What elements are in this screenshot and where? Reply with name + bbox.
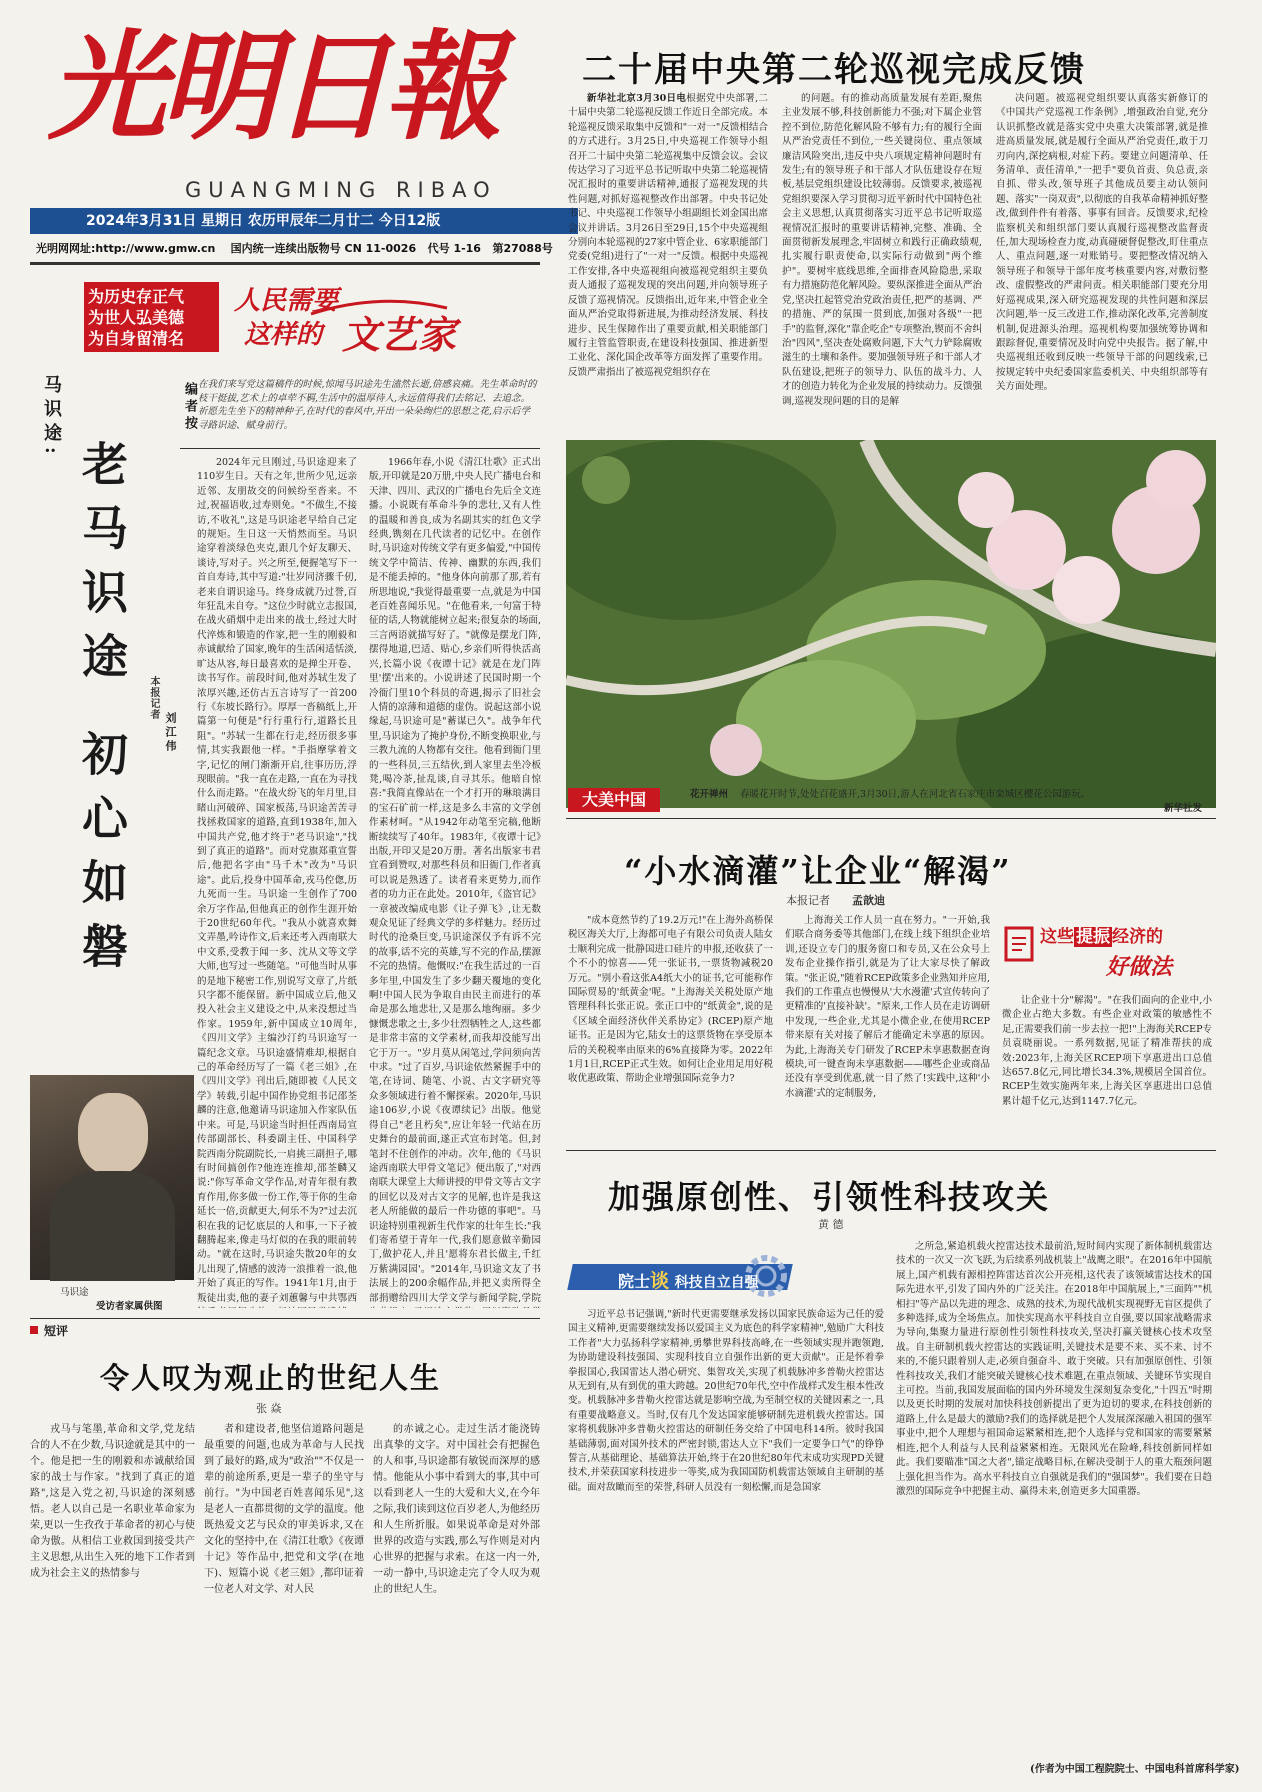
feature-photo-art xyxy=(566,440,1216,808)
tech-byline: 黄 德 xyxy=(818,1218,844,1231)
commentary-section: 短评 xyxy=(44,1324,69,1338)
culture-banner xyxy=(84,278,504,356)
date-band: 2024年3月31日 星期日 农历甲辰年二月廿二 今日12版 xyxy=(30,208,578,234)
top-story-col2: 的问题。有的推动高质量发展有差距,聚焦主业发展不够,科技创新能力不强;对下属企业管控不到位,防范化解风险不够有力;有的履行全面从严治党责任不到位,一些关键岗位、重点领域廉洁风险突出,违反中央八项规定精神问题时有发生;有的领导班子和干部人才队伍建设存在短板,基层党组织建设比较薄弱。反馈要求,被巡视党组织要深入学习贯彻习近平新时代中国特色社会主义思想,认真贯彻落实习近平总书记听取巡视情况汇报时的重要讲话精神,完整、准确、全面贯彻新发展理念,牢固树立和践行正确政绩观,扎实履行职责使命,以实际行动做到"两个维护"。要树牢底线思维,全面排查风险隐患,采取有力措施防范化解风险。要纵深推进全面从严治党,坚决扛起管党治党政治责任,把严的基调、严的措施、严的氛围一贯到底,加强对各级"一把手"的监督,深化"靠企吃企"专项整治,锲而不舍纠治"四风",坚决查处腐败问题,下大气力铲除腐败滋生的土壤和条件。要加强领导班子和干部人才队伍建设,把班子的领导力、队伍的战斗力、人才的创造力转化为企业发展的持续动力。反馈强调,巡视发现问题的目的是解 xyxy=(782,93,982,407)
stamp-drop-icon xyxy=(1002,924,1036,964)
water-byline-name: 孟歆迪 xyxy=(852,894,885,907)
editor-note-rule xyxy=(180,448,540,449)
tech-signoff: (作者为中国工程院院士、中国电科首席科学家) xyxy=(1030,1764,1240,1775)
issue-number: 第27088号 xyxy=(492,242,553,255)
banner-text: 院士谈 科技自立自强 xyxy=(618,1270,759,1292)
tech-title: 加强原创性、引领性科技攻关 xyxy=(608,1178,1051,1216)
banner-swoosh-icon xyxy=(309,298,449,318)
stamp-line3: 好做法 xyxy=(1106,955,1173,980)
feature-photo[interactable] xyxy=(566,440,1216,808)
lead-col2: 1966年春,小说《清江壮歌》正式出版,开印就是20万册,中央人民广播电台和天津、四川、武汉的广播电台先后全文连播。小说既有革命斗争的悲壮,又有人性的温暖和善良,成为名副其实的红色文学经典,镌刻在几代读者的记忆中。在创作时,马识途对传统文学有更多偏爱,"中国传统文学中简洁、传神、幽默的东西,我们是不能丢掉的。"他身体向前那了那,若有所思地说,"我觉得最重要一点,就是为中国老百姓喜闻乐见。"在他看来,一句富于特征的话,人物就能树立起来;很复杂的场面,三言两语就描写好了。"就像是摆龙门阵,摆得地道,巴适、贴心,乡亲们听得快活高兴,长篇小说《夜谭十记》就是在龙门阵里'摆'出来的。小说讲述了民国时期一个冷衙门里10个科员的奇遇,揭示了旧社会人情的凉薄和道德的虚伪。说起这部小说缘起,马识途可是"蓄谋已久"。战争年代里,马识途为了掩护身份,不断变换职业,与三教九流的人物都有交往。他看到衙门里的一些科员,三五结伙,到人家里去坐冷板凳,喝冷茶,扯乱谈,自寻其乐。他暗自惊喜:"我简直像站在一个才打开的琳琅满目的宝石矿前一样,这是多么丰富的文学创作素材呵。"从1942年动笔至完稿,他断断续续写了40年。1983年,《夜谭十记》出版,开印又是20万册。著名出版家韦君宜看到赞叹,对那些科员和旧衙门,作者真可以说是熟透了。读者看来更势力,而作者的功力正在此处。2010年,《盗官记》一章被改编成电影《让子弹飞》,让无数观众见证了经典文学的多样魅力。经历过时代的沧桑巨变,马识途深仅予有诉不完的故事,话不完的英雄,写不完的作品,摆源不完的热情。他慨叹:"在我生活过的一百多年里,中国发生了多少翻天覆地的变化啊!中国人民为争取自由民主而进行的革命是那么地悲壮,又是那么地绚丽。多少慷慨悲歌之士,多少壮烈牺牲之人,这些都是非常丰富的文学素材,而我却没能写出它于万一。"岁月莫从闲笔过,学问须向苦中求。"过了百岁,马识途依然紧握手中的笔,在诗词、随笔、小说、古文字研究等众多领域进行着不懈探索。2020年,马识途106岁,小说《夜谭续记》出版。他觉得自己"老且朽矣",应让年轻一代站在历史舞台的最前面,遂正式宣布封笔。但,封笔封不住创作的冲动。次年,他的《马识途西南联大甲骨文笔记》便出版了,"对西南联大课堂上大师讲授的甲骨文等古文字的回忆以及对古文字的见解,也许是我这老人所能做的最后一件功德的事吧"。马识途特别重视新生代作家的壮年生长:"我们寄希望于青年一代,我们愿意做辛勤园丁,做护花人,并且'愿将东君长做主,千红万紫满园园'。"2014年,马识途文友了书法展上的200余幅作品,并把义卖所得全部捐赠给四川大学文学与新闻学院,学院 xyxy=(369,457,541,1304)
top-story-dateline: 新华社北京3月30日电 xyxy=(587,93,687,104)
academician-banner xyxy=(570,1248,802,1302)
feature-title: 花开禅州 xyxy=(690,789,729,800)
water-col1: "成本竟然节约了19.2万元!"在上海外高桥保税区海关大厅,上海都可电子有限公司负责人陆女士顺利完成一批静国进口硅片的申报,还收获了一个不小的惊喜——凭一张证书,一票货物减税20万元。"别小看这张A4纸大小的证书,它可能称作国际贸易的'纸黄金'呢。"上海海关关税处原产地管理科科长张正说。张正口中的"纸黄金",说的是《区域全面经济伙伴关系协定》(RCEP)原产地证书。正是因为它,陆女士的这票货物在享受原本后的关税税率由原来的6%直接降为零。2022年1月1日,RCEP正式生效。如何让企业用足用好税收优惠政策、帮助企业增强国际竞争力? xyxy=(568,915,773,1085)
masthead-meta xyxy=(36,240,553,256)
water-byline-role: 本报记者 xyxy=(786,894,830,907)
tech-col2: 之所急,紧追机载火控雷达技术最前沿,短时间内实现了新体制机载雷达技术的一次又一次飞跃,为后续系列战机装上"战鹰之眼"。在2016年中国航展上,国产机载有源相控阵雷达首次公开亮相,这代表了该领域雷达技术的国际先进水平,引发了国内外的广泛关注。在2018年中国航展上,"三面阵""机相扫"等产品以先进的理念、成熟的技术,为现代战机实现视野无盲区提供了多种选择,成为全场焦点。加快实现高水平科技自立自强,要以国家战略需求为导向,集聚力量进行原创性引领性科技攻关,坚决打赢关键核心技术攻坚战。自主研制机载火控雷达的实践证明,关键技术是要不来、买不来、讨不来的,不能只跟着别人走,必须自强奋斗、敢于突破。只有加强原创性、引领性科技攻关,我们才能突破关键核心技术难题,在重点领域、关键环节实现自主可控。当前,我国发展面临的国内外环境发生深刻复杂变化,"十四五"时期以及更长时期的发展对加快科技创新提出了更为迫切的要求,在科技创新的道路上,什么是最大的激励?我们的选择就是把个人发展深深融入祖国的强军事业中,把个人理想与祖国命运紧紧相连,把个人选择与党和国家的需要紧紧相连,把个人利益与人民利益紧紧相连。无限风光在险峰,科技创新同样如此。我们要瞄准"国之大者",锚定战略目标,在解决受制于人的重大瓶颈问题上强化担当作为。高水平科技自立自强就是我们的"强国梦"。我们要在日趋激烈的国际竞争中把握主动、赢得未来,创造更多大国重器。 xyxy=(896,1241,1212,1497)
banner-left-text: 为历史存正气 为世人弘美德 为自身留清名 xyxy=(88,287,185,348)
lead-byline-role: 本报记者 xyxy=(148,676,159,720)
masthead-logo: 光明日報 xyxy=(48,17,497,156)
water-rule xyxy=(566,1150,1216,1151)
lead-byline-name: 刘江伟 xyxy=(164,712,177,754)
feature-caption: 春暖花开时节,处处百花盛开,3月30日,游人在河北省石家庄市栾城区樱花公园游玩。 xyxy=(740,789,1091,800)
masthead-pinyin: GUANGMING RIBAO xyxy=(185,178,497,202)
top-story-col1: 新华社北京3月30日电根据党中央部署,二十届中央第二轮巡视反馈工作近日全部完成。本轮巡视反馈采取集中反馈和"一对一"反馈相结合的方式进行。3月25日,中央巡视工作领导小组召开二十届中央第二轮巡视集中反馈会议。会议传达学习了习近平总书记听取中央第二轮巡视情况汇报时的重要讲话精神,通报了巡视发现的共性问题,对抓好巡视整改作出部署。中央书记处书记、中央巡视工作领导小组副组长刘金国出席会议并讲话。3月26日至29日,15个中央巡视组分别向本轮巡视的27家中管企业、6家职能部门党委(党组)进行了"一对一"反馈。根据中央巡视工作安排,各中央巡视组向被巡视党组织主要负责人通报了巡视发现的突出问题,并向领导班子反馈了巡视情况。反馈指出,近年来,中管企业全面从严治党取得新进展,为推动经济发展、科技进步、民生保障作出了重要贡献,相关职能部门履行主管监管职责,在建设科技强国、推进新型工业化、深化国企改革等方面发挥了重要作用。反馈严肃指出了被巡视党组织存在 xyxy=(568,93,768,378)
water-col3: 让企业十分"解渴"。"在我们面向的企业中,小微企业占绝大多数。有些企业对政策的敏感性不足,正需要我们前一步去拉一把!"上海海关RCEP专员袁晓丽说。一系列数据,见证了精准帮扶的成效:2023年,上海关区RCEP项下享惠进出口总值达657.8亿元,同比增长34.3%,规模居全国首位。RCEP生效实施两年来,上海关区享惠进出口总值累计超千亿元,达到1147.7亿元。 xyxy=(1002,995,1212,1107)
banner-right-line3: 文艺家 xyxy=(342,313,457,357)
portrait-face xyxy=(78,1093,148,1175)
lead-title: 老马识途 初心如磐 xyxy=(75,440,129,987)
tech-col1: 习近平总书记强调,"新时代更需要继承发扬以国家民族命运为己任的爱国主义精神,更需要继续发扬以爱国主义为底色的科学家精神",勉励广大科技工作者"大力弘扬科学家精神,勇攀世界科技高峰,在一些领域实现并跑领跑,为协助建设科技强国、实现科技自立自强作出新的更大贡献"。正是怀着拳拳报国心,我国雷达人潜心研究、集智攻关,实现了机载脉冲多普勒火控雷达从无到有,从有到优的重大跨越。20世纪70年代,空中作战样式发生根本性改变。机载脉冲多普勒火控雷达就是影响空战,为至制空权的关键因素之一,具有重要战略意义。当时,仅有几个发达国家能够研制先进机载火控雷达。国家将机载脉冲多普勒火控雷达的研制任务交给了中国电科14所。彼时我国基础薄弱,面对国外技术的严密封锁,雷达人立下"我们一定要争口气"的铮铮誓言,从基础理论、基础算法开始,终于在20世纪80年代末成功实现PD关键技术,并荣获国家科技进步一等奖,成为我国国防机载雷达领域自主研制的基础。面对敌瞰而至的荣誉,科研人员没有一刻松懈,而是急国家 xyxy=(568,1309,884,1493)
masthead-rule xyxy=(30,262,540,265)
economy-stamp xyxy=(1002,920,1210,988)
site-url[interactable]: 光明网网址:http://www.gmw.cn xyxy=(36,242,216,255)
lead-col1: 2024年元旦刚过,马识途迎来了110岁生日。天有之年,世所少见,远亲近邻、友朋故交的问候纷至沓来。不过,祝福语收,过寿则免。"不做生,不接访,不收礼",这是马识途老早给自己定的规矩。生日这一天悄然而至。马识途穿着淡绿色夹克,跟几个好友聊天、谈诗,写对子。兴之所至,便握笔写下一首自寿诗,其中写道:"壮岁同济骤千仞,老来自谓识途马。终身成就乃过誉,百年狂乱未自夸。"这位少时就立志报国,在战火硝烟中走出来的战士,经过大时代淬炼和锻造的作家,把一生的刚毅和赤诚献给了国家,晚年的生活闲适恬淡,旷达从容,每日最喜欢的是掸尘开卷、读书写作。前段时间,他对苏轼生发了浓厚兴趣,还仿古五言诗写了一首200行《东坡长路行》。厚厚一沓稿纸上,开篇第一句便是"行行重行行,道路长且阻"。"苏轼一生都在行走,经历很多事情,其实我跟他一样。"手指摩挲着文字,记忆的闸门渐渐开启,往事历历,浮现眼前。"我一直在走路,一直在为寻找什么而走路。"在战火纷飞的年月里,目睹山河破碎、国家板荡,马识途苦苦寻找拯救国家的道路,直到1938年,加入中国共产党,他才终于"老马识途","找到了真正的道路"。而对党旗郑重宣誓后,他把名字由"马千木"改为"马识途"。此后,投身中国革命,戎马倥偬,历九死而一生。马识途一生创作了700余万字作品,但他真正的创作生涯开始于20世纪60年代。"我从小就喜欢舞文弄墨,吟诗作文,后来还考入西南联大中文系,受教于闻一多、沈从文等文学大师,也写过一些随笔。"可他当时从事的是地下秘密工作,别说写文章了,片纸只字都不能保留。新中国成立后,他又投入社会主义建设之中,从来没想过当作家。1959年,新中国成立10周年,《四川文学》主编沙汀约马识途写一篇纪念文章。马识途盛情难却,根据自己的革命经历写了一篇《老三姐》,在《四川文学》刊出后,随即被《人民文学》转载,引起中国作协党组书记邵荃麟的注意,他邀请马识途加入作家队伍中来。可是,马识途当时担任西南局宣传部副部长、科委副主任、中国科学院西南分院副院长,一肩挑三副担子,哪有时间搞创作?他连连推却,邵荃麟又说:"你写革命文学作品,对青年很有教育作用,你多做一份工作,等于你的生命延长一倍,贡献更大,何乐不为?"过去沉积在我的记忆底层的人和事,一下子被翻腾起来,像走马灯似的在我的眼前转动。"就在这时,马识途失散20年的女儿出现了,情感的波涛一浪推着一浪,他开始了真正的写作。1941年1月,由于叛徒出卖,他的妻子刘蕙馨与中共鄂西 xyxy=(197,457,357,1304)
portrait-caption: 马识途 xyxy=(60,1287,89,1298)
feature-tag: 大美中国 xyxy=(568,788,660,812)
stamp-line1: 这些 提振 经济的 xyxy=(1040,927,1163,947)
banner-right-line2: 这样的 xyxy=(244,320,323,350)
water-title: “小水滴灌”让企业“解渴” xyxy=(624,852,1012,890)
commentary-col2: 者和建设者,他坚信道路问题是最重要的问题,也成为革命与人民找到了最好的路,成为"政治""不仅是一辈的前途所系,更是一辈子的坐守与前行。"为中国老百姓喜闻乐见",这是老人一直都贯彻的文学的温度。他既热爱文艺与民众的审美诉求,又在文化的坚持中,在《清江壮歌》《夜谭十记》等作品中,把党和文学(在地下)、短篇小说《老三姐》,都印证着一位老人对文学、对人民 xyxy=(204,1424,364,1595)
commentary-byline: 张 焱 xyxy=(256,1402,282,1415)
commentary-marker-icon xyxy=(30,1326,38,1334)
top-story-title: 二十届中央第二轮巡视完成反馈 xyxy=(582,50,1086,90)
commentary-col3: 的赤诚之心。走过生活才能浇铸出真挚的文字。对中国社会有把握色的人和事,马识途都有敏锐而深厚的感情。他能从小事中看到大的事,其中可以看到老人一生的大爱和大义,在今年之际,我们读到这位百岁老人,为他经历和人生所折服。如果说革命是对外部世界的改造与实践,那么写作则是对内心世界的把握与求索。在这一内一外,一动一静中,马识途走完了令人叹为观止的世纪人生。 xyxy=(373,1424,540,1595)
banner-right-line1: 人民需要 xyxy=(234,286,339,316)
feature-rule xyxy=(566,818,1216,819)
commentary-title: 令人叹为观止的世纪人生 xyxy=(100,1361,442,1395)
portrait-body xyxy=(50,1171,175,1281)
issn: 国内统一连续出版物号 CN 11-0026 xyxy=(230,242,417,255)
water-col2: 上海海关工作人员一直在努力。"一开始,我们联合商务委等其他部门,在线上线下组织企业培训,还设立专门的服务窗口和专员,又在公众号上发布企业操作指引,就是为了让大家尽快了解政策。"张正说,"随着RCEP政策多企业熟知并应用,我们的工作重点也慢慢从'大水漫灌'式宣传转向了更精准的'直接补缺'。"原来,工作人员在走访调研中发现,一些企业,尤其是小微企业,在使用RCEP带来原有关对接了解后才能确定未享惠的原因。为此,上海海关专门研发了RCEP未享惠数据查询模块,可一键查询未享惠数据——哪些企业或商品还没有享受到优惠,就一目了然了!实践中,这种'小水滴灌'式的定制服务, xyxy=(785,915,990,1099)
portrait-photo xyxy=(30,1075,194,1280)
lead-kicker: 马识途: xyxy=(41,375,62,460)
editor-note: 在我们来写党这篇稿件的时候,惊闻马识途先生溘然长逝,倍感哀痛。先生革命时的枝干挺拔,艺术上的卓荦不羁,生活中的温厚待人,永远值得我们去铭记、去追念。 祈愿先生坐下的精神种子,在时代的春风中,开出一朵朵绚烂的思想之花,启示后学寻路识途、赋身前行。 xyxy=(198,379,537,431)
code: 代号 1-16 xyxy=(427,242,481,255)
editor-note-label: 编者按 xyxy=(182,382,197,433)
commentary-rule xyxy=(30,1318,540,1319)
top-story-col3: 决问题。被巡视党组织要认真落实新修订的《中国共产党巡视工作条例》,增强政治自觉,充分认识抓整改就是落实党中央重大决策部署,就是推进高质量发展,就是履行全面从严治党责任,敢于刀刃向内,深挖病根,对症下药。要建立问题清单、任务清单、责任清单,"一把手"要负首责、负总责,亲自抓、带头改,领导班子其他成员要主动认领问题、落实"一岗双责",以彻底的自我革命精神抓好整改,做到件件有着落、事事有回音。反馈要求,纪检监察机关和组织部门要认真履行巡视整改监督责任,加大现场检查力度,动真碰硬督促整改,盯住重点人、重点问题,逐一对账销号。要把整改情况纳入领导班子和领导干部年度考核重要内容,对敷衍整改、虚假整改的严肃问责。相关职能部门要充分用好巡视成果,深入研究巡视发现的共性问题和深层次问题,举一反三改进工作,推动深化改革,完善制度机制,促进源头治理。巡视机构要加强统筹协调和跟踪督促,重要情况及时向党中央报告。据了解,中央巡视组还收到反映一些领导干部的问题线索,已按规定转中央纪委国家监委机关、中央组织部等有关方面处理。 xyxy=(996,93,1208,393)
feature-credit: 新华社发 xyxy=(1164,803,1203,814)
commentary-col1: 戎马与笔墨,革命和文学,党龙结合的人不在少数,马识途就是其中的一个。他是把一生的刚毅和赤诚献给国家的战士与作家。"找到了真正的道路",这是入党之初,马识途的深刻感悟。老人以自己是一名职业革命家为荣,更以一生孜孜于革命者的初心与使命为傲。从相信工业救国到接受共产主义思想,从出生入死的地下工作者到成为社会主义的热情参与 xyxy=(30,1424,195,1579)
portrait-credit: 受访者家属供图 xyxy=(96,1301,163,1312)
